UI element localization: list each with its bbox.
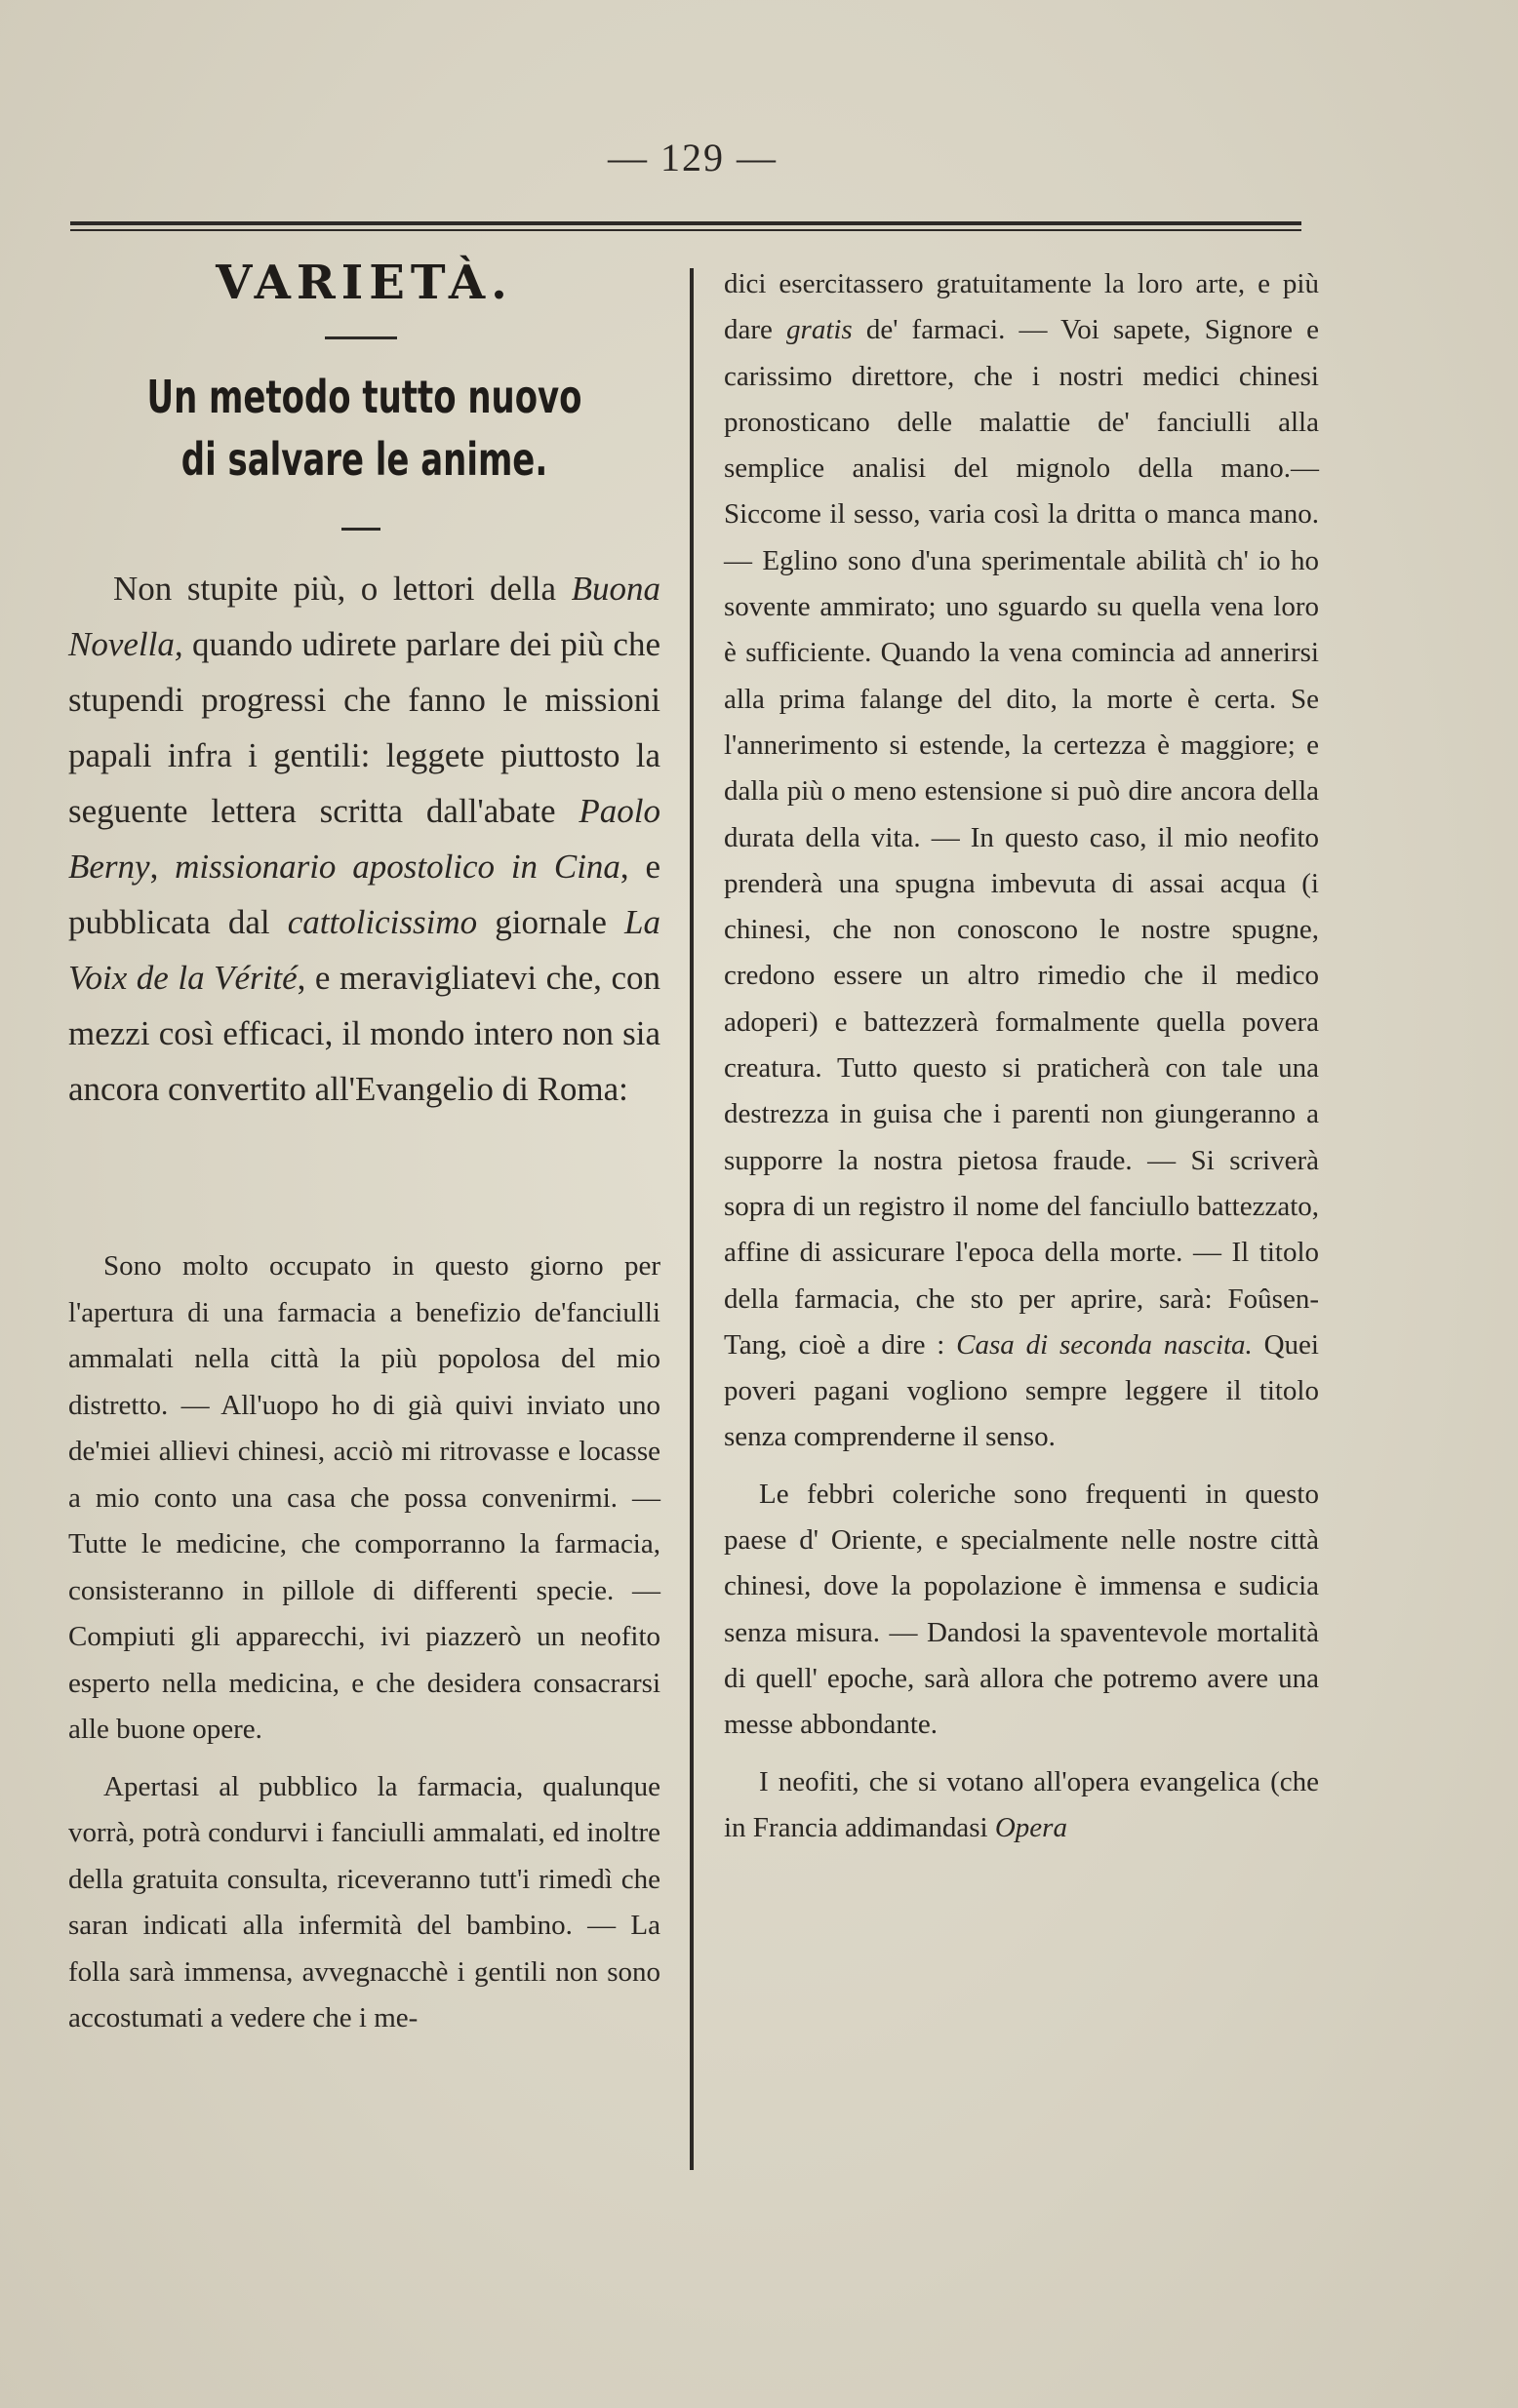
letter-paragraph (724, 261, 1319, 1461)
italic-run: Opera (994, 1811, 1067, 1843)
intro-paragraph (68, 561, 660, 1117)
text-run: I neofiti, che si votano all'opera evangelica (che in Francia addimandasi (724, 1765, 1319, 1843)
letter-left-column (68, 1243, 660, 2053)
italic-run: Buona Novella, (68, 570, 660, 663)
text-run: , (149, 848, 176, 886)
title-rule (341, 528, 380, 531)
text-run: dici esercitassero gratuitamente la loro arte, e più dare (724, 268, 1319, 346)
section-heading: VARIETÀ. (216, 256, 513, 310)
text-run: Non stupite più, o lettori della (113, 570, 572, 608)
article-title-line: di salvare le anime. (180, 433, 548, 486)
italic-run: Casa di seconda nascita. (956, 1328, 1253, 1361)
page-number: — 129 — (608, 136, 778, 179)
text-run: , e meravigliatevi che, con mezzi così efficaci, il mondo intero non sia ancora convertito all'Evangelio di Roma: (68, 959, 660, 1108)
italic-run: Paolo Berny (68, 792, 660, 886)
heading-rule (325, 336, 397, 339)
letter-right-column (724, 261, 1319, 1862)
letter-paragraph (68, 1243, 660, 1754)
italic-run: missionario apostolico in Cina (175, 848, 620, 886)
header-double-rule-bottom (70, 229, 1301, 231)
article-title (68, 366, 660, 491)
text-run: Apertasi al pubblico la farmacia, qualunque vorrà, potrà condurvi i fanciulli ammalati, ed inoltre della gratuita consulta, riceveranno tutt'i rimedì che saran indicati alla infermità del bambino. — La folla sarà immensa, avvegnacchè i gentili non sono accostumati a vedere che i me- (68, 1770, 660, 2033)
letter-paragraph (68, 1764, 660, 2042)
italic-run: La Voix de la Vérité (68, 903, 660, 997)
column-divider (690, 268, 694, 2170)
text-run: Le febbri coleriche sono frequenti in questo paese d' Oriente, e specialmente nelle nostre città chinesi, dove la popolazione è immensa e sudicia senza misura. — Dandosi la spaventevole mortalità di quell' epoche, sarà allora che potremo avere una messe abbondante. (724, 1478, 1319, 1741)
italic-run: gratis (786, 314, 853, 346)
letter-paragraph (724, 1759, 1319, 1852)
text-run: giornale (477, 903, 625, 941)
letter-paragraph (724, 1472, 1319, 1749)
text-run: , e pubblicata dal (68, 848, 660, 941)
intro-text (68, 561, 660, 1117)
article-title-line: Un metodo tutto nuovo (146, 371, 582, 423)
text-run: Sono molto occupato in questo giorno per l'apertura di una farmacia a benefizio de'fanciulli ammalati nella città la più popolosa del mio distretto. — All'uopo ho di già quivi inviato uno de'miei allievi chinesi, acciò mi ritrovasse e locasse a mio conto una casa che possa convenirmi. — Tutte le medicine, che comporranno la farmacia, consisteranno in pillole di differenti specie. — Compiuti gli apparecchi, ivi piazzerò un neofito esperto nella medicina, e che desidera consacrarsi alle buone opere. (68, 1250, 660, 1745)
text-run: Quei poveri pagani vogliono sempre leggere il titolo senza comprenderne il senso. (724, 1328, 1319, 1453)
header-double-rule-top (70, 221, 1301, 225)
text-run: quando udirete parlare dei più che stupendi progressi che fanno le missioni papali infra i gentili: leggete piuttosto la seguente lettera scritta dall'abate (68, 625, 660, 830)
italic-run: cattolicissimo (287, 903, 478, 941)
text-run: de' farmaci. — Voi sapete, Signore e carissimo direttore, che i nostri medici chinesi pronosticano delle malattie de' fanciulli alla semplice analisi del mignolo della mano.— Siccome il sesso, varia così la dritta o manca mano. — Eglino sono d'una sperimentale abilità ch' io ho sovente ammirato; uno sguardo su quella vena loro è sufficiente. Quando la vena comincia ad annerirsi alla prima falange del dito, la morte è certa. Se l'annerimento si estende, la certezza è maggiore; e dalla più o meno estensione si può dire ancora della durata della vita. — In questo caso, il mio neofito prenderà una spugna imbevuta di assai acqua (i chinesi, che non conoscono le nostre spugne, credono essere un altro rimedio che il medico adoperi) e battezzerà formalmente quella povera creatura. Tutto questo si praticherà con tale una destrezza in guisa che i parenti non giungeranno a supporre la nostra pietosa fraude. — Si scriverà sopra di un registro il nome del fanciullo battezzato, affine di assicurare l'epoca della morte. — Il titolo della farmacia, che sto per aprire, sarà: Foûsen-Tang, cioè a dire : (724, 314, 1320, 1361)
